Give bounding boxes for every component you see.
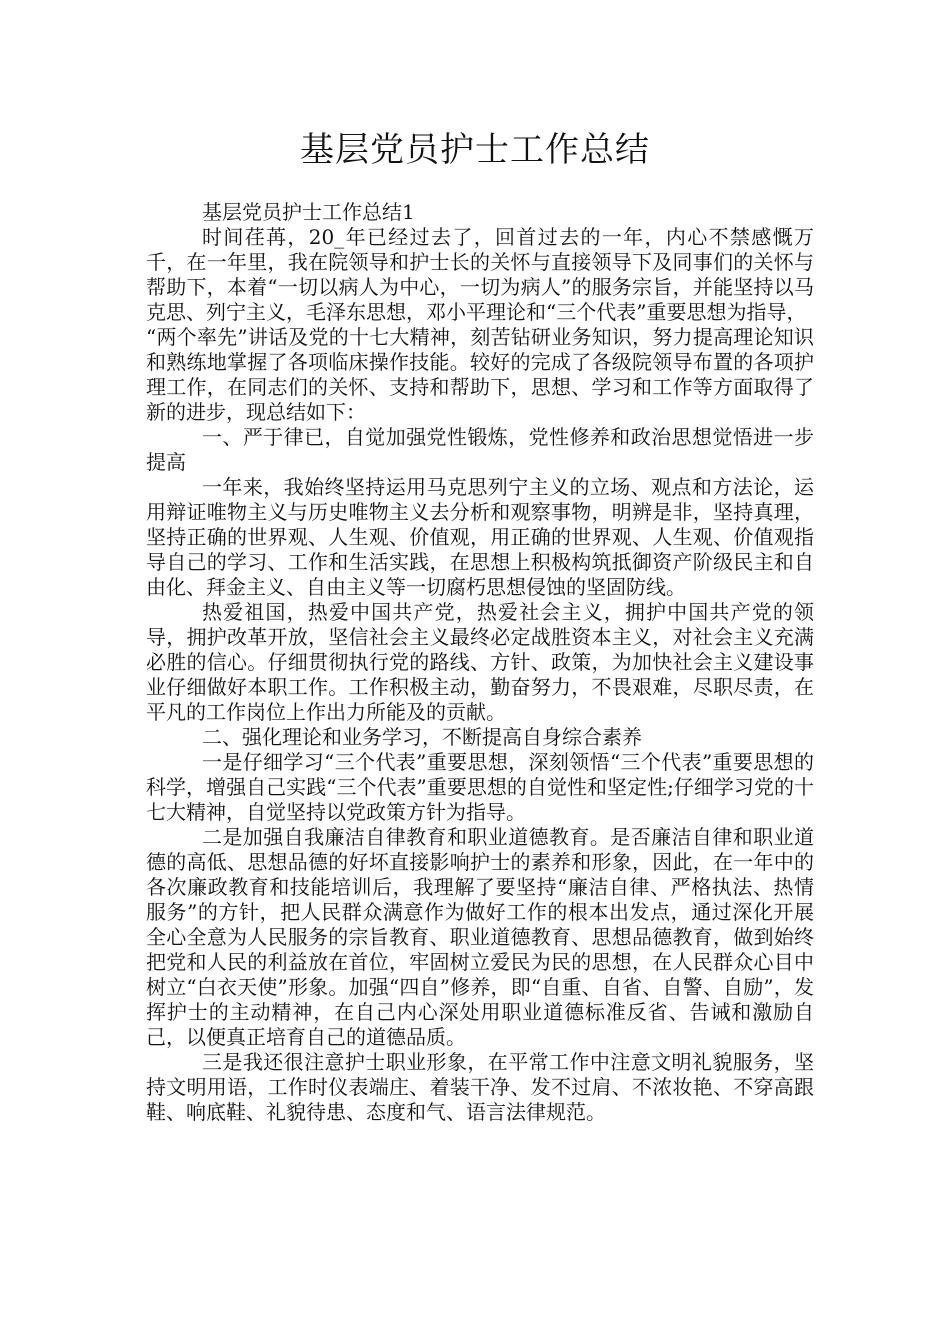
section-heading: 一、严于律已，自觉加强党性锻炼，党性修养和政治思想觉悟进一步提高 [146,425,814,474]
paragraph: 一是仔细学习“三个代表”重要思想，深刻领悟“三个代表”重要思想的科学，增强自己实践“三个代表”重要思想的自觉性和坚定性;仔细学习党的十七大精神，自觉坚持以党政策方针为指导。 [146,750,814,824]
paragraph: 三是我还很注意护士职业形象，在平常工作中注意文明礼貌服务，坚持文明用语，工作时仪表端庄、着装干净、发不过肩、不浓妆艳、不穿高跟鞋、响底鞋、礼貌待患、态度和气、语言法律规范。 [146,1050,814,1124]
paragraph: 一年来，我始终坚持运用马克思列宁主义的立场、观点和方法论，运用辩证唯物主义与历史唯物主义去分析和观察事物，明辨是非，坚持真理，坚持正确的世界观、人生观、价值观，用正确的世界观、人生观、价值观指导自己的学习、工作和生活实践，在思想上积极构筑抵御资产阶级民主和自由化、拜金主义、自由主义等一切腐朽思想侵蚀的坚固防线。 [146,475,814,599]
paragraph: “两个率先”讲话及党的十七大精神，刻苦钻研业务知识，努力提高理论知识和熟练地掌握了各项临床操作技能。较好的完成了各级院领导布置的各项护理工作，在同志们的关怀、支持和帮助下，思想、学习和工作等方面取得了新的进步，现总结如下： [146,325,814,424]
paragraph: 二是加强自我廉洁自律教育和职业道德教育。是否廉洁自律和职业道德的高低、思想品德的好坏直接影响护士的素养和形象，因此，在一年中的各次廉政教育和技能培训后，我理解了要坚持“廉洁自律、严格执法、热情服务”的方针，把人民群众满意作为做好工作的根本出发点，通过深化开展全心全意为人民服务的宗旨教育、职业道德教育、思想品德教育，做到始终把党和人民的利益放在首位，牢固树立爱民为民的思想，在人民群众心目中树立“白衣天使”形象。加强“四自”修养，即“自重、自省、自警、自励”，发挥护士的主动精神，在自己内心深处用职业道德标准反省、告诫和激励自己，以便真正培育自己的道德品质。 [146,825,814,1049]
document-title: 基层党员护士工作总结 [300,130,650,170]
section-heading: 二、强化理论和业务学习，不断提高自身综合素养 [202,725,642,749]
paragraph: 基层党员护士工作总结1 [202,200,415,224]
paragraph: 热爱祖国，热爱中国共产党，热爱社会主义，拥护中国共产党的领导，拥护改革开放，坚信社会主义最终必定战胜资本主义，对社会主义充满必胜的信心。仔细贯彻执行党的路线、方针、政策，为加快社会主义建设事业仔细做好本职工作。工作积极主动，勤奋努力，不畏艰难，尽职尽责，在平凡的工作岗位上作出力所能及的贡献。 [146,600,814,724]
document-body [146,200,814,1125]
paragraph: 时间荏苒，20_年已经过去了，回首过去的一年，内心不禁感慨万千，在一年里，我在院领导和护士长的关怀与直接领导下及同事们的关怀与帮助下，本着“一切以病人为中心，一切为病人”的服务宗旨，并能坚持以马克思、列宁主义，毛泽东思想，邓小平理论和“三个代表”重要思想为指导， [146,225,814,324]
